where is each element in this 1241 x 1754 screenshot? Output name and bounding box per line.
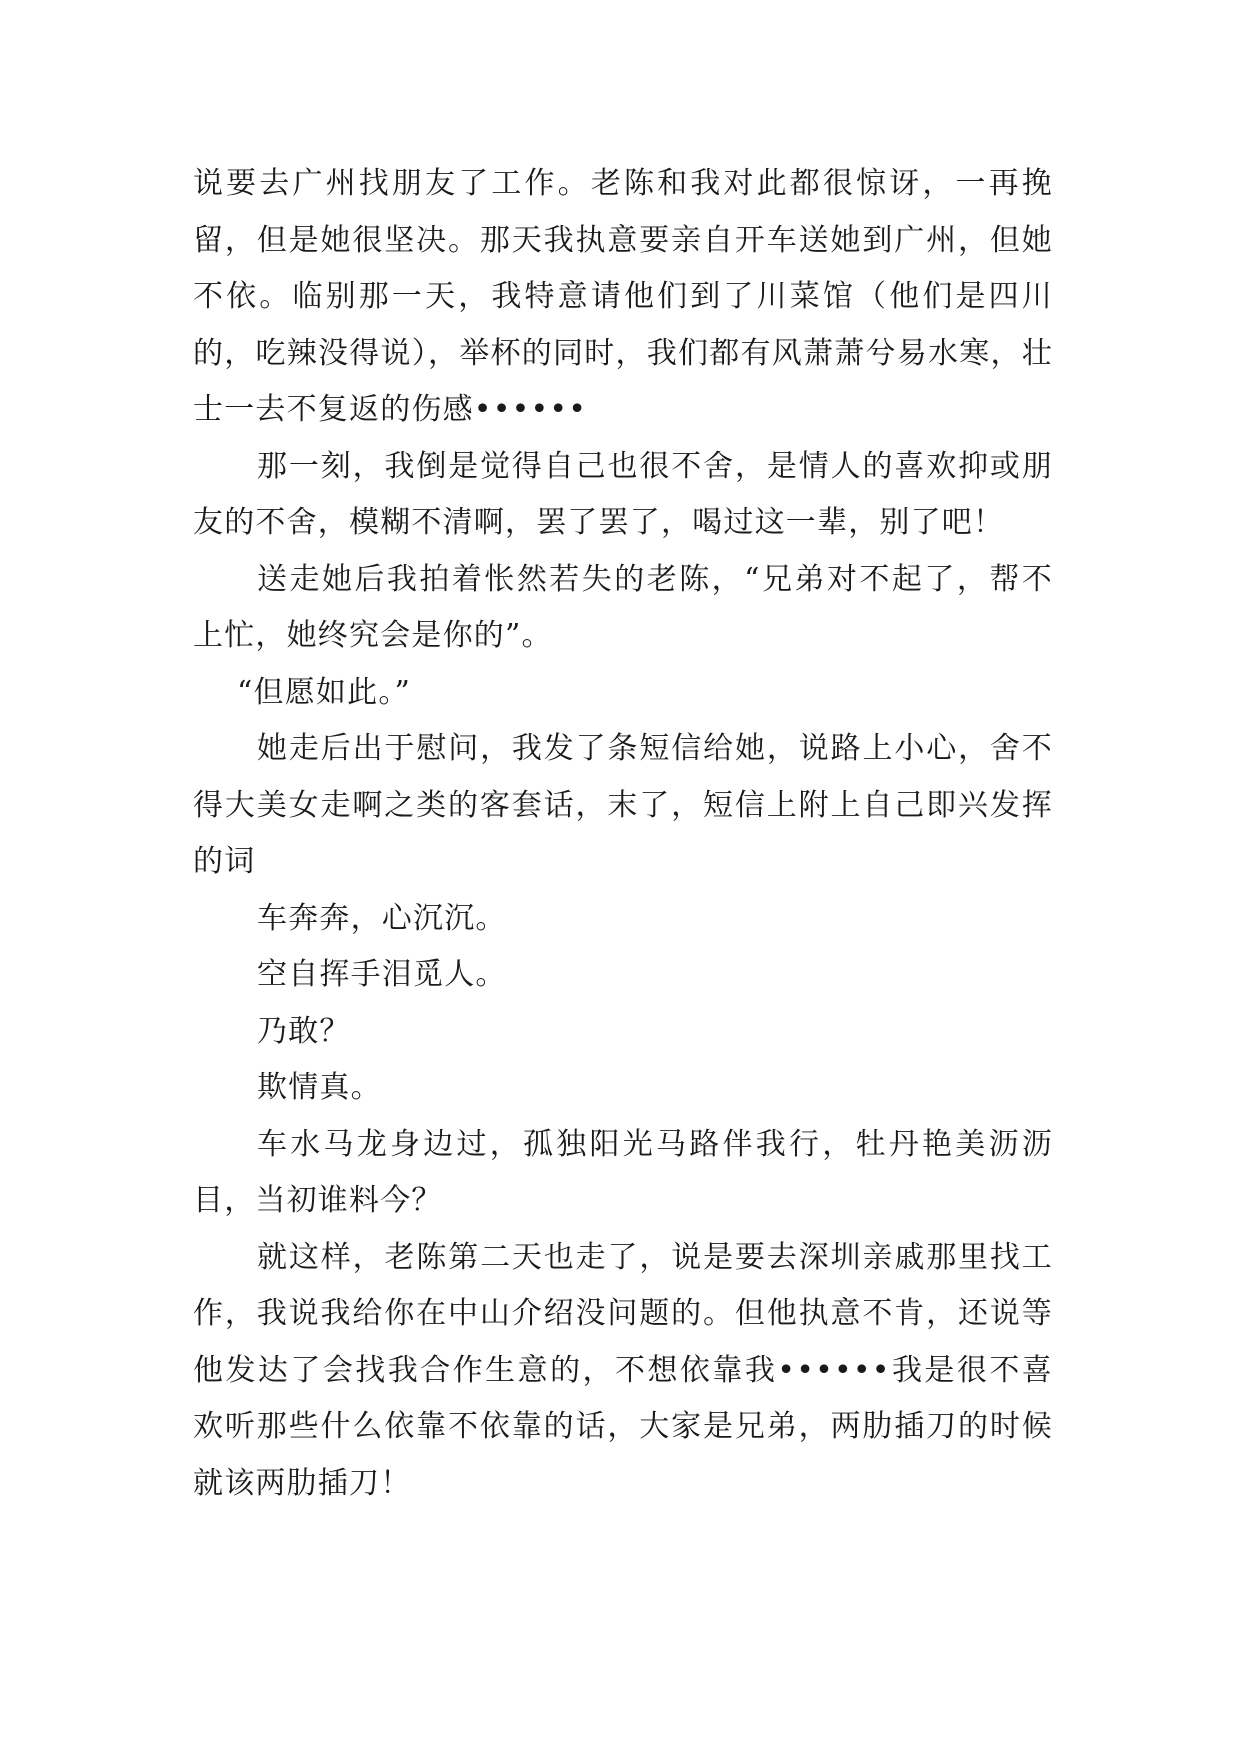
paragraph: 说要去广州找朋友了工作。老陈和我对此都很惊讶，一再挽留，但是她很坚决。那天我执意要亲自开车送她到广州，但她不依。临别那一天，我特意请他们到了川菜馆（他们是四川的，吃辣没得说），举杯的同时，我们都有风萧萧兮易水寒，壮士一去不复返的伤感•••••• <box>193 166 1053 427</box>
paragraph: 她走后出于慰问，我发了条短信给她，说路上小心，舍不得大美女走啊之类的客套话，末了，短信上附上自己即兴发挥的词 <box>193 731 1053 879</box>
paragraph: 送走她后我拍着怅然若失的老陈，“兄弟对不起了，帮不上忙，她终究会是你的”。 <box>193 561 1053 653</box>
paragraph: 那一刻，我倒是觉得自己也很不舍，是情人的喜欢抑或朋友的不舍，模糊不清啊，罢了罢了，喝过这一辈，别了吧！ <box>193 448 1053 540</box>
poem-line: 车水马龙身边过，孤独阳光马路伴我行，牡丹艳美沥沥目，当初谁料今？ <box>193 1126 1053 1218</box>
document-body <box>193 156 1053 1512</box>
poem-line: 乃敢？ <box>257 1013 351 1049</box>
poem-line: 欺情真。 <box>257 1070 382 1105</box>
poem-line: 车奔奔，心沉沉。 <box>257 900 507 936</box>
poem-line: 空自挥手泪觅人。 <box>257 957 507 992</box>
paragraph: “但愿如此。” <box>237 674 412 710</box>
paragraph: 就这样，老陈第二天也走了，说是要去深圳亲戚那里找工作，我说我给你在中山介绍没问题的。但他执意不肯，还说等他发达了会找我合作生意的，不想依靠我••••••我是很不喜欢听那些什么依靠不依靠的话，大家是兄弟，两肋插刀的时候就该两肋插刀！ <box>193 1239 1053 1501</box>
